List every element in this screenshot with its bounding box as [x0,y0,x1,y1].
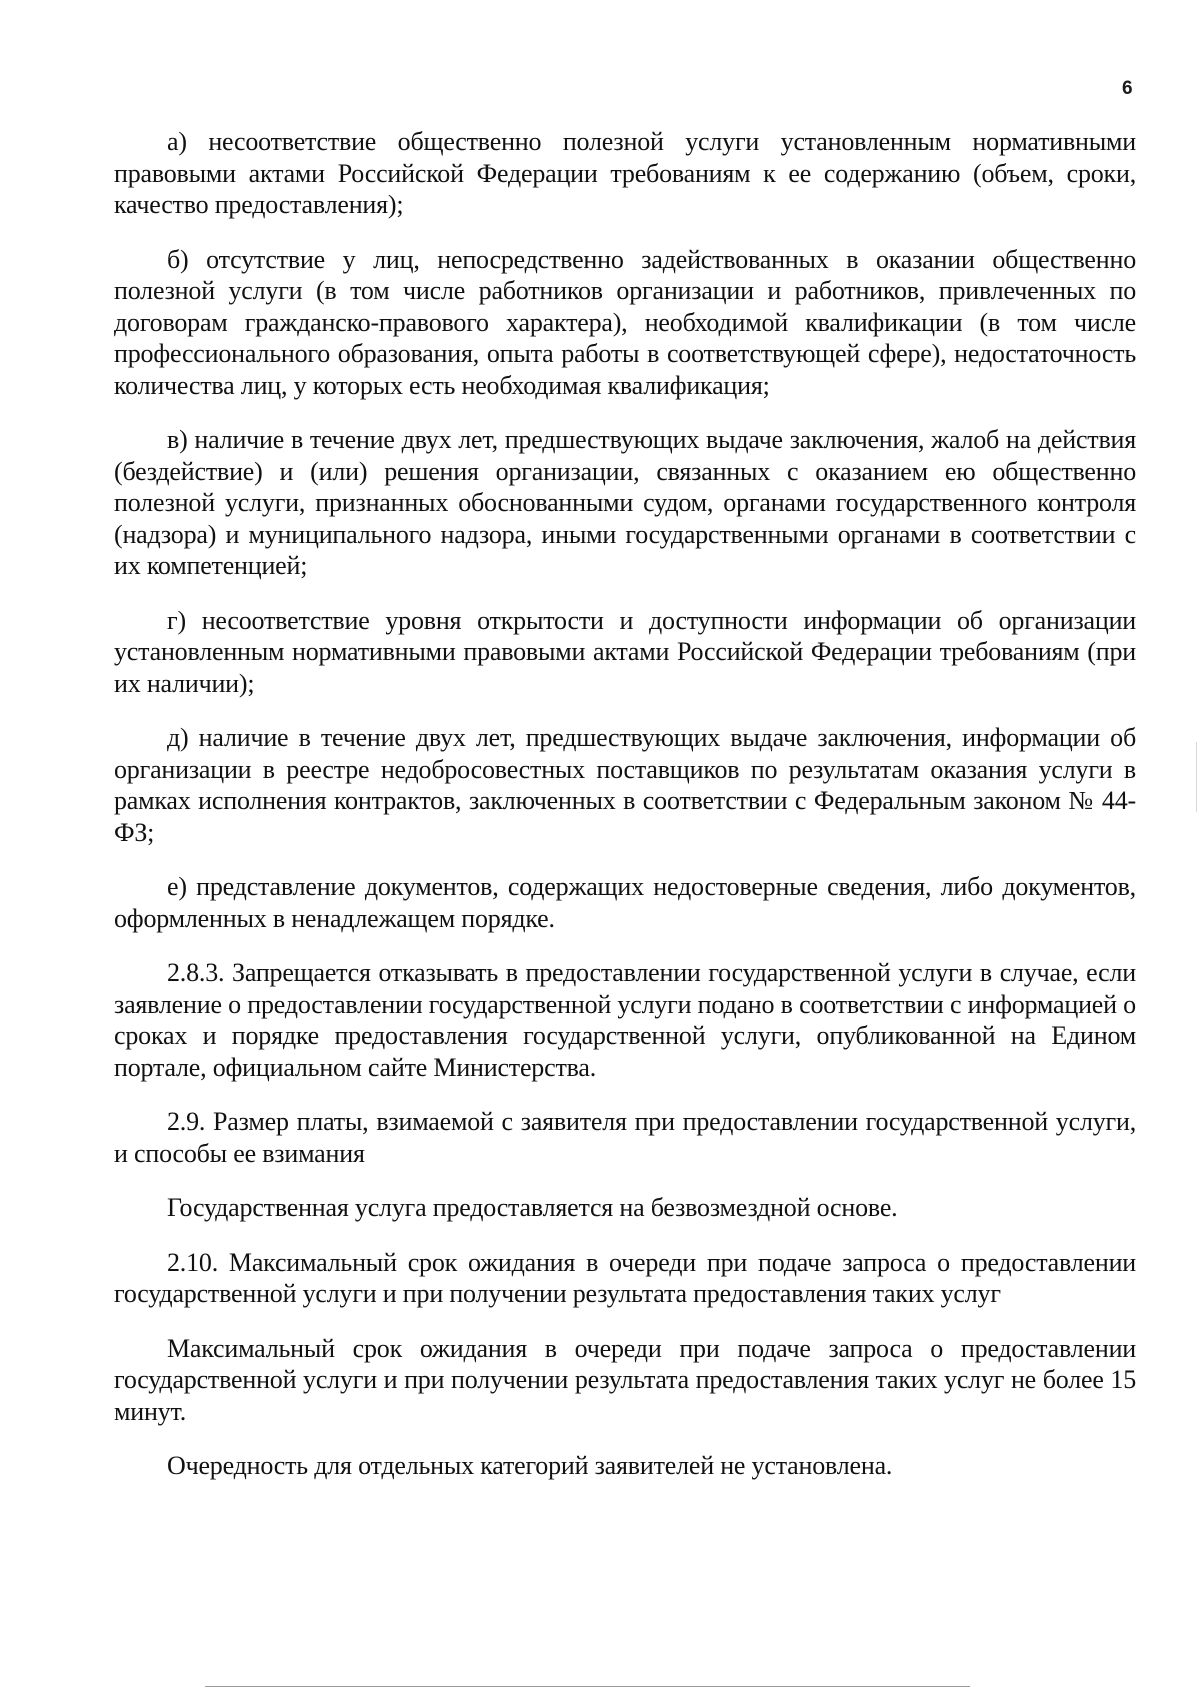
page-number: 6 [1122,78,1133,99]
paragraph-item-a: а) несоответствие общественно полезной услуги установленным нормативными правовыми актами Российской Федерации требованиям к ее содержанию (объем, сроки, качество предоставления); [114,127,1136,219]
section-heading-2-10: 2.10. Максимальный срок ожидания в очереди при подаче запроса о предоставлении государственной услуги и при получении результата предоставления таких услуг [114,1247,1136,1308]
paragraph-queue-priority: Очередность для отдельных категорий заявителей не установлена. [167,1451,893,1480]
section-heading-2-9: 2.9. Размер платы, взимаемой с заявителя при предоставлении государственной услуги, и способы ее взимания [114,1107,1136,1168]
paragraph-item-v: в) наличие в течение двух лет, предшествующих выдаче заключения, жалоб на действия (бездействие) и (или) решения организации, связанных с оказанием ею общественно полезной услуги, признанных обоснованными судом, органами государственного контроля (надзора) и муниципального надзора, иными государственными органами в соответствии с их компетенцией; [114,425,1136,580]
paragraph-item-d: д) наличие в течение двух лет, предшествующих выдаче заключения, информации об организации в реестре недобросовестных поставщиков по результатам оказания услуги в рамках исполнения контрактов, заключенных в соответствии с Федеральным законом № 44-ФЗ; [114,723,1136,847]
footer-divider [205,1686,970,1687]
paragraph-max-wait-time: Максимальный срок ожидания в очереди при подаче запроса о предоставлении государственной услуги и при получении результата предоставления таких услуг не более 15 минут. [114,1333,1136,1426]
paragraph-item-b: б) отсутствие у лиц, непосредственно задействованных в оказании общественно полезной услуги (в том числе работников организации и работников, привлеченных по договорам гражданско-правового характера), необходимой квалификации (в том числе профессионального образования, опыта работы в соответствующей сфере), недостаточность количества лиц, у которых есть необходимая квалификация; [114,244,1136,400]
paragraph-item-e: е) представление документов, содержащих недостоверные сведения, либо документов, оформленных в ненадлежащем порядке. [114,872,1136,933]
paragraph-free-of-charge: Государственная услуга предоставляется на безвозмездной основе. [167,1193,898,1222]
paragraph-2-8-3: 2.8.3. Запрещается отказывать в предоставлении государственной услуги в случае, если заявление о предоставлении государственной услуги подано в соответствии с информацией о сроках и порядке предоставления государственной услуги, опубликованной на Едином портале, официальном сайте Министерства. [114,958,1136,1082]
paragraph-item-g: г) несоответствие уровня открытости и доступности информации об организации установленным нормативными правовыми актами Российской Федерации требованиям (при их наличии); [114,605,1136,698]
document-body [114,126,1136,1482]
scan-margin-mark [1196,742,1197,812]
